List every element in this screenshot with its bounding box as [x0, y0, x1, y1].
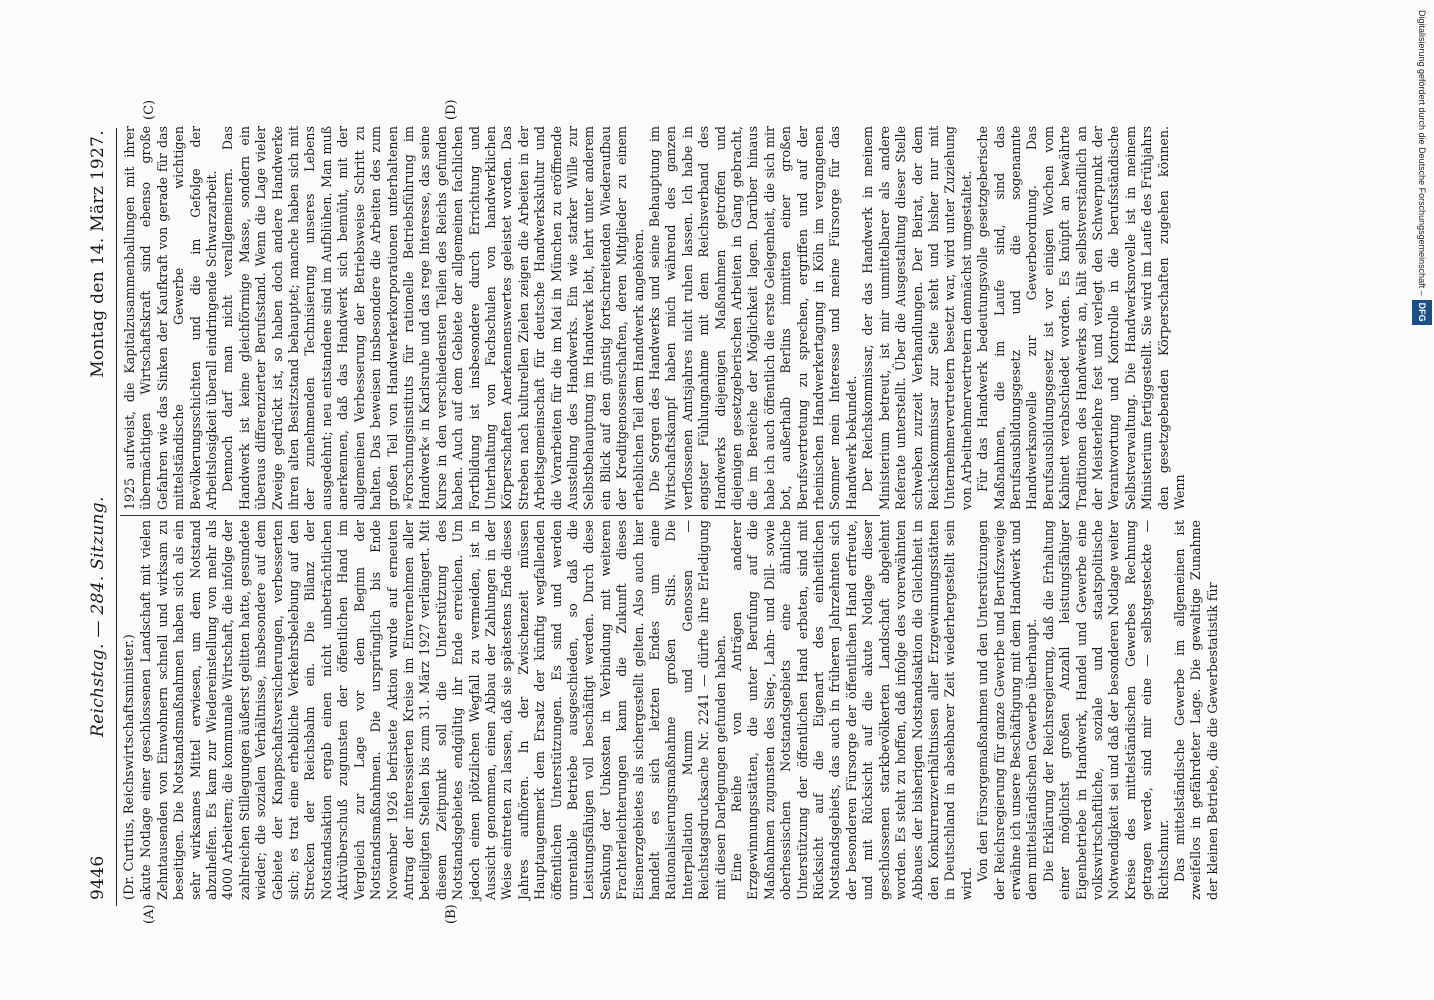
funding-text: Digitalisierung gefördert durch die Deutsche Forschungsgemeinschaft – — [1417, 10, 1427, 296]
session-title: Reichstag. — 284. Sitzung. — [88, 496, 108, 737]
paragraph: Für das Handwerk bedeutungsvolle gesetzgeberische Maßnahmen, die im Laufe sind, sind das Berufsausbildungsgesetz und die sogenannte Handwerksnovelle zur Gewerbeordnung. Das Berufsausbildungsgesetz ist vor einigen Wochen vom Kabinett verabschiedet worden. Es knüpft an bewährte Traditionen des Handwerks an, hält selbstverständlich an der Meisterlehre fest und verlegt den Schwerpunkt der Verantwortung und Kontrolle in die berufsständische Selbstverwaltung. Die Handwerksnovelle ist in meinem Ministerium fertiggestellt. Sie wird im Laufe des Frühjahrs den gesetzgebenden Körperschaften zugehen können. Wenn — [975, 126, 1187, 510]
paragraph: Die Sorgen des Handwerks und seine Behauptung im Wirtschaftskampf haben mich während des ganzen verflossenen Amtsjahres nicht ruhen lassen. Ich habe in engster Fühlungnahme mit dem Reichsverband des Handwerks diejenigen Maßnahmen getroffen und diejenigen gesetzgeberischen Arbeiten in Gang gebracht, die im Bereiche der Möglichkeit lagen. Darüber hinaus habe ich auch öffentlich die erste Gelegenheit, die sich mir bot, außerhalb Berlins inmitten einer großen Berufsvertretung zu sprechen, ergriffen und auf der rheinischen Handwerkertagung in Köln im vergangenen Sommer mein Interesse und meine Fürsorge für das Handwerk bekundet. — [647, 126, 859, 510]
page-header — [88, 130, 114, 900]
margin-marker-c: (C) — [142, 99, 157, 120]
paragraph: Von den Fürsorgemaßnahmen und den Unterstützungen der Reichsregierung für ganze Gewerbe und Berufszweige erwähne ich unsere Beschäftigung mit dem Handwerk und dem mittelständischen Gewerbe überhaupt. — [975, 520, 1040, 900]
funding-note — [1412, 10, 1432, 990]
rotated-page — [80, 99, 1380, 930]
session-date: Montag den 14. März 1927. — [88, 130, 108, 378]
margin-marker-d: (D) — [444, 99, 459, 120]
margin-marker-b: (B) — [444, 904, 459, 924]
text-column-right — [122, 126, 1188, 510]
paragraph: Dennoch darf man nicht verallgemeinern. Das Handwerk ist keine gleichförmige Masse, sondern ein überaus differenzierter Berufsstand. Wenn die Lage vieler Zweige gedrückt ist, so haben doch andere Handwerke ihren alten Besitzstand behauptet; manche haben sich mit der zunehmenden Technisierung unseres Lebens ausgedehnt; neu entstandene sind im Aufblühen. Man muß anerkennen, daß das Handwerk sich bemüht, mit der allgemeinen Verbesserung der Betriebsweise Schritt zu halten. Das beweisen insbesondere die Arbeiten des zum großen Teil von Handwerkerkorporationen unterhaltenen »Forschungsinstituts für rationelle Betriebsführung im Handwerk« in Karlsruhe und das rege Interesse, das seine Kurse in den verschiedensten Teilen des Reichs gefunden haben. Auch auf dem Gebiete der allgemeinen fachlichen Fortbildung ist insbesondere durch Errichtung und Unterhaltung von Fachschulen von handwerklichen Körperschaften Anerkennenswertes geleistet worden. Das Streben nach kulturellen Zielen zeigen die Arbeiten in der Arbeitsgemeinschaft für deutsche Handwerkskultur und die Vorarbeiten für die im Mai in München zu eröffnende Ausstellung des Handwerks. Ein wie starker Wille zur Selbstbehauptung im Handwerk lebt, lehrt unter anderem ein Blick auf den günstig fortschreitenden Wiederaufbau der Kreditgenossenschaften, deren Mitglieder zu einem erheblichen Teil dem Handwerk angehören. — [220, 126, 646, 510]
paragraph: Die Erklärung der Reichsregierung, daß die Erhaltung einer möglichst großen Anzahl leistungsfähiger Eigenbetriebe in Handwerk, Handel und Gewerbe eine volkswirtschaftliche, soziale und staatspolitische Notwendigkeit sei und daß der besonderen Notlage weiter Kreise des mittelständischen Gewerbes Rechnung getragen werde, sind mir eine — selbstgesteckte — Richtschnur. — [1040, 520, 1171, 900]
speaker-label: (Dr. Curtius, Reichswirtschaftsminister.) — [122, 634, 137, 900]
margin-marker-a: (A) — [142, 904, 157, 924]
paragraph: akute Notlage einer geschlossenen Landschaft mit vielen Zehntausenden von Einwohnern schnell und wirksam zu beseitigen. Die Notstandsmaßnahmen haben sich als ein sehr wirksames Mittel erwiesen, um dem Notstand abzuhelfen. Es kam zur Wiedereinstellung von mehr als 4000 Arbeitern; die kommunale Wirtschaft, die infolge der zahlreichen Stillegungen äußerst gelitten hatte, gesundete wieder; die sozialen Verhältnisse, insbesondere auf dem Gebiete der Knappschaftsversicherungen, verbesserten sich; es trat eine erhebliche Verkehrsbelebung auf den Strecken der Reichsbahn ein. Die Bilanz der Notstandsaktion ergab einen nicht unbeträchtlichen Aktivüberschuß zugunsten der öffentlichen Hand im Vergleich zur Lage vor dem Beginn der Notstandsmaßnahmen. Die ursprünglich bis Ende November 1926 befristete Aktion wurde auf erneuten Antrag der interessierten Kreise im Einvernehmen aller beteiligten Stellen bis zum 31. März 1927 verlängert. Mit diesem Zeitpunkt soll die Unterstützung des Notstandsgebietes endgültig ihr Ende erreichen. Um jedoch einen plötzlichen Wegfall zu vermeiden, ist in Aussicht genommen, einen Abbau der Zahlungen in der Weise eintreten zu lassen, daß sie spätestens Ende dieses Jahres aufhören. In der Zwischenzeit müssen Hauptaugenmerk dem Ersatz der künftig wegfallenden öffentlichen Unterstützungen. Es sind und werden unrentable Betriebe ausgeschieden, so daß die Leistungsfähigen voll beschäftigt werden. Durch diese Senkung der Unkosten in Verbindung mit weiteren Frachterleichterungen kann die Zukunft dieses Eisenerzgebietes als sichergestellt gelten. Also auch hier handelt es sich letzten Endes um eine Rationalisierungsmaßnahme großen Stils. Die Interpellation Mumm und Genossen — Reichstagsdrucksache Nr. 2241 — dürfte ihre Erledigung mit diesen Darlegungen gefunden haben. — [138, 520, 728, 900]
paragraph: Das mittelständische Gewerbe im allgemeinen ist zweifellos in gefährdeter Lage. Die gewaltige Zunahme der kleinen Betriebe, die die Gewerbestatistik für — [1172, 520, 1220, 900]
column-divider — [120, 515, 880, 516]
text-column-left — [122, 520, 1221, 900]
dfg-logo: DFG — [1412, 300, 1432, 325]
page-number: 9446 — [88, 855, 108, 900]
paragraph: Eine Reihe von Anträgen anderer Erzgewinnungsstätten, die unter Berufung auf die Maßnahmen zugunsten des Sieg-, Lahn- und Dill- sowie oberhessischen Notstandsgebiets eine ähnliche Unterstützung der öffentlichen Hand erbaten, sind mit Rücksicht auf die Eigenart des einheitlichen Notstandsgebiets, das auch in früheren Jahrzehnten sich der besonderen Fürsorge der öffentlichen Hand erfreute, und mit Rücksicht auf die akute Notlage dieser geschlossenen starkbevölkerten Landschaft abgelehnt worden. Es steht zu hoffen, daß infolge des vorerwähnten Abbaues der bisherigen Notstandsaktion die Gleichheit in den Konkurrenzverhältnissen aller Erzgewinnungsstätten in Deutschland in absehbarer Zeit wiederhergestellt sein wird. — [729, 520, 974, 900]
paragraph: 1925 aufweist, die Kapitalzusammenballungen mit ihrer übermächtigen Wirtschaftskraft sind ebenso große Gefahren wie das Sinken der Kaufkraft von gerade für das mittelständische Gewerbe wichtigen Bevölkerungsschichten und die im Gefolge der Arbeitslosigkeit überall eindringende Schwarzarbeit. — [122, 126, 220, 510]
funding-sidebar — [1414, 10, 1434, 990]
paragraph: Der Reichskommissar, der das Handwerk in meinem Ministerium betreut, ist mir unmittelbarer als andere Referate unterstellt. Über die Ausgestaltung dieser Stelle schweben zurzeit Verhandlungen. Der Beirat, der dem Reichskommissar zur Seite steht und bisher nur mit Unternehmervertretern besetzt war, wird unter Zuziehung von Arbeitnehmervertretern demnächst umgestaltet. — [860, 126, 974, 510]
header-rule — [116, 128, 117, 906]
